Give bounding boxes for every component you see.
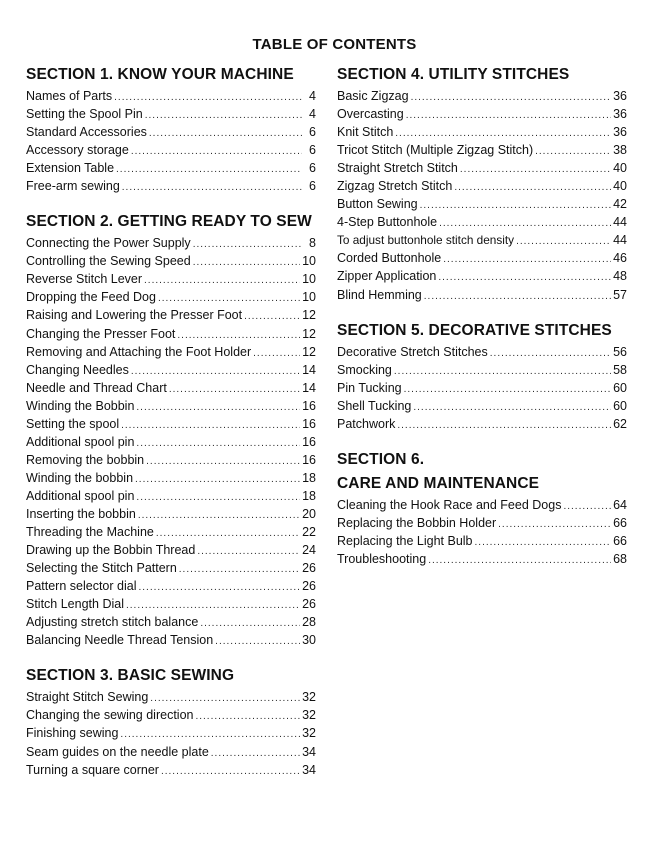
dot-leader [475,534,612,551]
toc-entry-replacing-the-light-bulb[interactable] [337,533,627,551]
entry-page-number: 24 [302,543,316,558]
entry-label: Replacing the Bobbin Holder [337,515,497,530]
toc-entry-inserting-the-bobbin[interactable] [26,506,316,524]
dot-leader [131,143,302,160]
entry-label: Changing the Presser Foot [26,326,176,341]
dot-leader [197,543,300,560]
section-title: SECTION 6. [337,450,425,468]
dot-leader [120,726,300,743]
entry-page-number: 16 [302,434,316,449]
toc-entry-reverse-stitch-lever[interactable] [26,271,316,289]
entry-page-number: 58 [613,362,627,377]
toc-section [26,213,316,650]
toc-entry-needle-and-thread-chart[interactable] [26,380,316,398]
toc-entry-selecting-the-stitch-pattern[interactable] [26,560,316,578]
toc-entry-decorative-stretch-stitches[interactable] [337,344,627,362]
toc-entry-additional-spool-pin[interactable] [26,488,316,506]
entry-page-number: 16 [302,452,316,467]
toc-entry-overcasting[interactable] [337,106,627,124]
dot-leader [136,489,300,506]
toc-entry-dropping-the-feed-dog[interactable] [26,289,316,307]
entry-page-number: 46 [613,251,627,266]
dot-leader [195,708,300,725]
section-title: SECTION 5. DECORATIVE STITCHES [337,321,612,339]
entry-label: Removing and Attaching the Foot Holder [26,344,252,359]
toc-entry-pin-tucking[interactable] [337,380,627,398]
entry-label: Pin Tucking [337,380,402,395]
entry-label: Knit Stitch [337,125,394,140]
entry-page-number: 36 [613,125,627,140]
entry-label: Straight Stretch Stitch [337,161,458,176]
dot-leader [136,399,300,416]
entry-label: Zigzag Stretch Stitch [337,179,453,194]
entry-page-number: 26 [302,579,316,594]
dot-leader [116,161,302,178]
entry-label: To adjust buttonhole stitch density [337,233,515,248]
entry-label: Shell Tucking [337,398,412,413]
entry-label: Basic Zigzag [337,89,409,103]
toc-entry-finishing-sewing[interactable] [26,725,316,743]
dot-leader [122,179,302,196]
toc-entry-removing-the-bobbin[interactable] [26,452,316,470]
dot-leader [215,633,300,650]
entry-label: Replacing the Light Bulb [337,533,473,548]
toc-entry-changing-the-sewing-direction[interactable] [26,707,316,725]
entry-page-number: 26 [302,597,316,612]
entry-page-number: 66 [613,515,627,530]
entry-page-number: 16 [302,398,316,413]
entry-page-number: 57 [613,287,627,302]
dot-leader [397,417,611,434]
entry-label: Turning a square corner [26,762,159,777]
dot-leader [156,525,300,542]
toc-entry-blind-hemming[interactable] [337,287,627,305]
dot-leader [135,471,300,488]
entry-page-number: 12 [302,326,316,341]
toc-entry-connecting-the-power-supply[interactable] [26,235,316,253]
entry-page-number: 4 [309,89,316,103]
entry-page-number: 34 [302,744,316,759]
entry-label: Setting the Spool Pin [26,107,143,122]
entry-label: Tricot Stitch (Multiple Zigzag Stitch) [337,143,534,158]
dot-leader [169,381,300,398]
dot-leader [563,498,611,515]
dot-leader [460,161,611,178]
toc-entry-shell-tucking[interactable] [337,398,627,416]
dot-leader [126,597,300,614]
toc-entry-to-adjust-buttonhole-stitch-density[interactable] [337,232,627,250]
dot-leader [420,197,611,214]
toc-entry-4-step-buttonhole[interactable] [337,214,627,232]
entry-label: Balancing Needle Thread Tension [26,633,214,648]
toc-entry-straight-stitch-sewing[interactable] [26,689,316,707]
toc-entry-pattern-selector-dial[interactable] [26,578,316,596]
entry-label: Winding the bobbin [26,470,134,485]
entry-label: Reverse Stitch Lever [26,272,143,287]
entry-page-number: 10 [302,254,316,269]
entry-label: Standard Accessories [26,125,147,140]
entry-page-number: 62 [613,416,627,431]
toc-entry-threading-the-machine[interactable] [26,524,316,542]
toc-entry-setting-the-spool-pin[interactable] [26,106,316,124]
entry-label: Controlling the Sewing Speed [26,254,191,269]
toc-entry-names-of-parts[interactable] [26,88,316,106]
toc-section [337,451,627,569]
toc-entry-basic-zigzag[interactable] [337,88,627,106]
entry-page-number: 14 [302,380,316,395]
toc-entry-standard-accessories[interactable] [26,124,316,142]
entry-page-number: 32 [302,690,316,705]
entry-page-number: 16 [302,416,316,431]
dot-leader [149,125,302,142]
dot-leader [158,290,300,307]
entry-page-number: 56 [613,344,627,359]
entry-page-number: 32 [302,726,316,741]
section-title: SECTION 1. KNOW YOUR MACHINE [26,66,294,83]
entry-label: Additional spool pin [26,488,135,503]
dot-leader [145,107,302,124]
toc-entry-stitch-length-dial[interactable] [26,596,316,614]
left-column [26,66,316,797]
dot-leader [211,745,300,762]
toc-entry-troubleshooting[interactable] [337,551,627,569]
dot-leader [193,254,300,271]
entry-label: Needle and Thread Chart [26,380,167,395]
dot-leader [161,763,300,780]
entry-label: Extension Table [26,161,115,176]
toc-entry-turning-a-square-corner[interactable] [26,762,316,780]
entry-label: Dropping the Feed Dog [26,290,156,305]
section-title: SECTION 4. UTILITY STITCHES [337,66,570,83]
entry-label: Finishing sewing [26,726,119,741]
entry-label: Corded Buttonhole [337,251,442,266]
dot-leader [535,143,611,160]
entry-page-number: 40 [613,179,627,194]
entry-page-number: 64 [613,497,627,512]
entry-label: Additional spool pin [26,434,135,449]
entry-label: Free-arm sewing [26,179,120,194]
dot-leader [150,690,300,707]
page-title: TABLE OF CONTENTS [252,36,417,53]
dot-leader [200,615,300,632]
entry-label: Cleaning the Hook Race and Feed Dogs [337,497,562,512]
toc-entry-extension-table[interactable] [26,160,316,178]
entry-label: Blind Hemming [337,287,422,302]
entry-page-number: 4 [309,107,316,122]
entry-label: Stitch Length Dial [26,597,124,612]
toc-section [337,322,627,434]
section-title: SECTION 3. BASIC SEWING [26,667,235,685]
dot-leader [114,89,302,106]
entry-page-number: 6 [309,125,316,140]
toc-entry-balancing-needle-thread-tension[interactable] [26,632,316,650]
toc-entry-changing-needles[interactable] [26,362,316,380]
entry-page-number: 26 [302,561,316,576]
entry-page-number: 6 [309,143,316,158]
toc-entry-free-arm-sewing[interactable] [26,178,316,196]
dot-leader [131,363,300,380]
entry-page-number: 44 [613,233,627,248]
entry-label: Decorative Stretch Stitches [337,344,488,359]
toc-entry-straight-stretch-stitch[interactable] [337,160,627,178]
entry-page-number: 18 [302,470,316,485]
entry-label: Connecting the Power Supply [26,236,191,251]
toc-entry-removing-and-attaching-the-foot-holder[interactable] [26,344,316,362]
entry-page-number: 28 [302,615,316,630]
dot-leader [490,345,611,362]
entry-label: Adjusting stretch stitch balance [26,615,199,630]
entry-page-number: 6 [309,179,316,194]
dot-leader [443,251,611,268]
entry-page-number: 14 [302,362,316,377]
entry-page-number: 10 [302,290,316,305]
toc-entry-tricot-stitch-multiple-zigzag-stitch[interactable] [337,142,627,160]
entry-label: Accessory storage [26,143,129,158]
entry-label: Removing the bobbin [26,452,145,467]
entry-page-number: 60 [613,398,627,413]
dot-leader [406,107,611,124]
dot-leader [121,417,300,434]
entry-label: Overcasting [337,107,404,122]
entry-page-number: 12 [302,344,316,359]
toc-entry-accessory-storage[interactable] [26,142,316,160]
entry-label: Pattern selector dial [26,579,137,594]
toc-entry-winding-the-bobbin[interactable] [26,398,316,416]
entry-page-number: 30 [302,633,316,648]
dot-leader [395,125,611,142]
toc-entry-raising-and-lowering-the-presser-foot[interactable] [26,307,316,325]
entry-page-number: 36 [613,89,627,103]
dot-leader [179,561,300,578]
entry-label: Setting the spool [26,416,120,431]
dot-leader [438,269,611,286]
entry-label: Seam guides on the needle plate [26,744,209,759]
toc-entry-button-sewing[interactable] [337,196,627,214]
toc-entry-smocking[interactable] [337,362,627,380]
entry-page-number: 18 [302,488,316,503]
entry-page-number: 6 [309,161,316,176]
toc-entry-drawing-up-the-bobbin-thread[interactable] [26,542,316,560]
dot-leader [424,288,611,305]
toc-entry-changing-the-presser-foot[interactable] [26,326,316,344]
section-subtitle: CARE AND MAINTENANCE [337,474,540,492]
dot-leader [146,453,300,470]
entry-page-number: 36 [613,107,627,122]
dot-leader [404,381,611,398]
dot-leader [144,272,300,289]
toc-entry-replacing-the-bobbin-holder[interactable] [337,515,627,533]
entry-page-number: 12 [302,308,316,323]
dot-leader [253,345,300,362]
entry-label: Names of Parts [26,89,113,103]
toc-entry-setting-the-spool[interactable] [26,416,316,434]
dot-leader [177,327,300,344]
entry-label: Selecting the Stitch Pattern [26,561,177,576]
dot-leader [138,579,300,596]
dot-leader [193,236,302,253]
entry-label: Raising and Lowering the Presser Foot [26,308,243,323]
dot-leader [244,308,300,325]
toc-entry-zipper-application[interactable] [337,268,627,286]
entry-label: Patchwork [337,416,396,431]
toc-entry-zigzag-stretch-stitch[interactable] [337,178,627,196]
entry-page-number: 20 [302,506,316,521]
entry-page-number: 34 [302,762,316,777]
dot-leader [454,179,611,196]
entry-label: Threading the Machine [26,525,154,540]
toc-entry-seam-guides-on-the-needle-plate[interactable] [26,744,316,762]
entry-page-number: 22 [302,525,316,540]
dot-leader [394,363,611,380]
toc-entry-controlling-the-sewing-speed[interactable] [26,253,316,271]
dot-leader [138,507,300,524]
toc-section [26,667,316,779]
toc-entry-corded-buttonhole[interactable] [337,250,627,268]
toc-entry-patchwork[interactable] [337,416,627,434]
entry-label: Changing Needles [26,362,129,377]
entry-page-number: 60 [613,380,627,395]
entry-label: Inserting the bobbin [26,506,136,521]
dot-leader [413,399,611,416]
toc-entry-adjusting-stretch-stitch-balance[interactable] [26,614,316,632]
entry-page-number: 10 [302,272,316,287]
dot-leader [439,215,611,232]
toc-entry-additional-spool-pin[interactable] [26,434,316,452]
entry-label: Zipper Application [337,269,437,284]
entry-label: Winding the Bobbin [26,398,135,413]
toc-entry-knit-stitch[interactable] [337,124,627,142]
entry-label: Smocking [337,362,392,377]
dot-leader [411,89,612,106]
entry-page-number: 48 [613,269,627,284]
entry-page-number: 32 [302,708,316,723]
entry-label: Troubleshooting [337,551,427,566]
entry-page-number: 42 [613,197,627,212]
entry-page-number: 66 [613,533,627,548]
toc-entry-winding-the-bobbin[interactable] [26,470,316,488]
entry-page-number: 40 [613,161,627,176]
dot-leader [136,435,300,452]
entry-page-number: 44 [613,215,627,230]
toc-section [337,66,627,305]
entry-label: Button Sewing [337,197,418,212]
entry-page-number: 38 [613,143,627,158]
toc-entry-cleaning-the-hook-race-and-feed-dogs[interactable] [337,497,627,515]
entry-label: 4-Step Buttonhole [337,215,438,230]
entry-label: Drawing up the Bobbin Thread [26,543,196,558]
entry-page-number: 8 [309,236,316,251]
entry-label: Straight Stitch Sewing [26,690,149,705]
entry-label: Changing the sewing direction [26,708,194,723]
dot-leader [516,233,611,250]
section-title: SECTION 2. GETTING READY TO SEW [26,213,312,231]
dot-leader [428,552,611,569]
entry-page-number: 68 [613,551,627,566]
right-column [337,66,627,586]
dot-leader [498,516,611,533]
toc-section [26,66,316,196]
